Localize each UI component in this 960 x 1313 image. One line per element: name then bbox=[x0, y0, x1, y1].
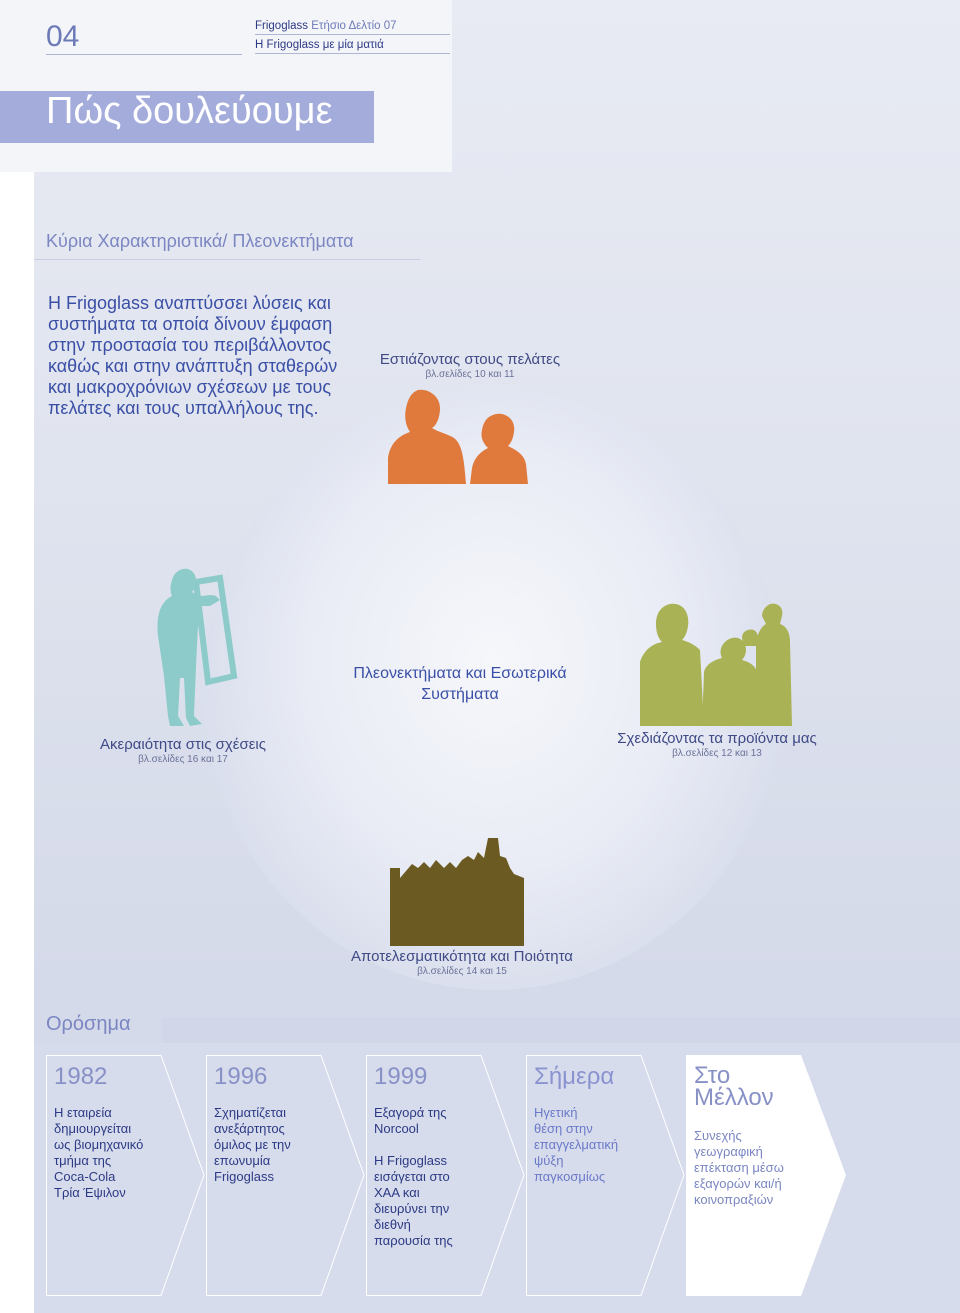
efficiency-silhouette-icon bbox=[390, 838, 524, 946]
left-margin bbox=[0, 172, 34, 1313]
milestone-text: Ηγετική θέση στην επαγγελματική ψύξη παγκοσμίως bbox=[534, 1105, 619, 1184]
page-title: Πώς δουλεύουμε bbox=[46, 90, 333, 132]
milestone-year: 1999 bbox=[374, 1063, 428, 1090]
milestone-year: Σήμερα bbox=[534, 1063, 615, 1090]
subtitle-divider bbox=[34, 259, 420, 260]
integrity-pages: βλ.σελίδες 16 και 17 bbox=[138, 754, 228, 765]
milestone-future bbox=[686, 1055, 848, 1296]
products-caption bbox=[606, 730, 828, 759]
page-subtitle: Κύρια Χαρακτηριστικά/ Πλεονεκτήματα bbox=[46, 231, 354, 251]
products-silhouette-icon bbox=[640, 602, 792, 726]
diagram-center-title: Πλεονεκτήματα και Εσωτερικά Συστήματα bbox=[353, 665, 567, 703]
section-line: Η Frigoglass με μία ματιά bbox=[255, 39, 450, 54]
customers-silhouette-icon bbox=[388, 388, 530, 484]
milestone-1996 bbox=[206, 1055, 366, 1296]
intro-paragraph: Η Frigoglass αναπτύσσει λύσεις και συστήματα τα οποία δίνουν έμφαση στην προστασία του περιβάλλοντος καθώς και στην ανάπτυξη σταθερών και μακροχρόνιων σχέσεων με τους πελάτες και τους υπαλλήλους της. bbox=[48, 293, 338, 418]
milestone-text: Εξαγορά της Norcool Η Frigoglass εισάγεται στο ΧΑΑ και διευρύνει την διεθνή παρουσία της bbox=[374, 1105, 453, 1248]
milestone-1982 bbox=[46, 1055, 206, 1296]
milestone-1999 bbox=[366, 1055, 526, 1296]
publication-name: Frigoglass bbox=[255, 20, 309, 32]
milestones-header-strip bbox=[162, 1017, 960, 1043]
efficiency-pages: βλ.σελίδες 14 και 15 bbox=[417, 966, 507, 977]
customers-title: Εστιάζοντας στους πελάτες bbox=[379, 351, 561, 368]
publication-sub: Ετήσιο Δελτίο 07 bbox=[311, 20, 397, 32]
publication-line bbox=[255, 20, 450, 35]
integrity-silhouette-icon bbox=[150, 566, 240, 736]
milestone-year: 1982 bbox=[54, 1063, 108, 1090]
milestone-text: Σχηματίζεται ανεξάρτητος όμιλος με την επωνυμία Frigoglass bbox=[214, 1105, 291, 1184]
milestone-year: 1996 bbox=[214, 1063, 268, 1090]
products-title: Σχεδιάζοντας τα προϊόντα μας bbox=[617, 730, 817, 747]
efficiency-title: Αποτελεσματικότητα και Ποιότητα bbox=[351, 948, 573, 965]
efficiency-caption bbox=[334, 948, 590, 977]
milestone-text: Η εταιρεία δημιουργείται ως βιομηχανικό τμήμα της Coca-Cola Τρία Έψιλον bbox=[54, 1105, 144, 1200]
customers-pages: βλ.σελίδες 10 και 11 bbox=[425, 369, 515, 380]
milestone-year: Στο Μέλλον bbox=[694, 1062, 774, 1111]
milestone-today bbox=[526, 1055, 686, 1296]
products-pages: βλ.σελίδες 12 και 13 bbox=[672, 748, 762, 759]
page-number: 04 bbox=[46, 20, 242, 55]
milestone-text: Συνεχής γεωγραφική επέκταση μέσω εξαγορών και/ή κοινοπραξιών bbox=[694, 1128, 784, 1207]
milestones-label: Ορόσημα bbox=[46, 1013, 131, 1035]
customers-caption bbox=[370, 351, 570, 380]
integrity-title: Ακεραιότητα στις σχέσεις bbox=[100, 736, 266, 753]
integrity-caption bbox=[88, 736, 278, 765]
